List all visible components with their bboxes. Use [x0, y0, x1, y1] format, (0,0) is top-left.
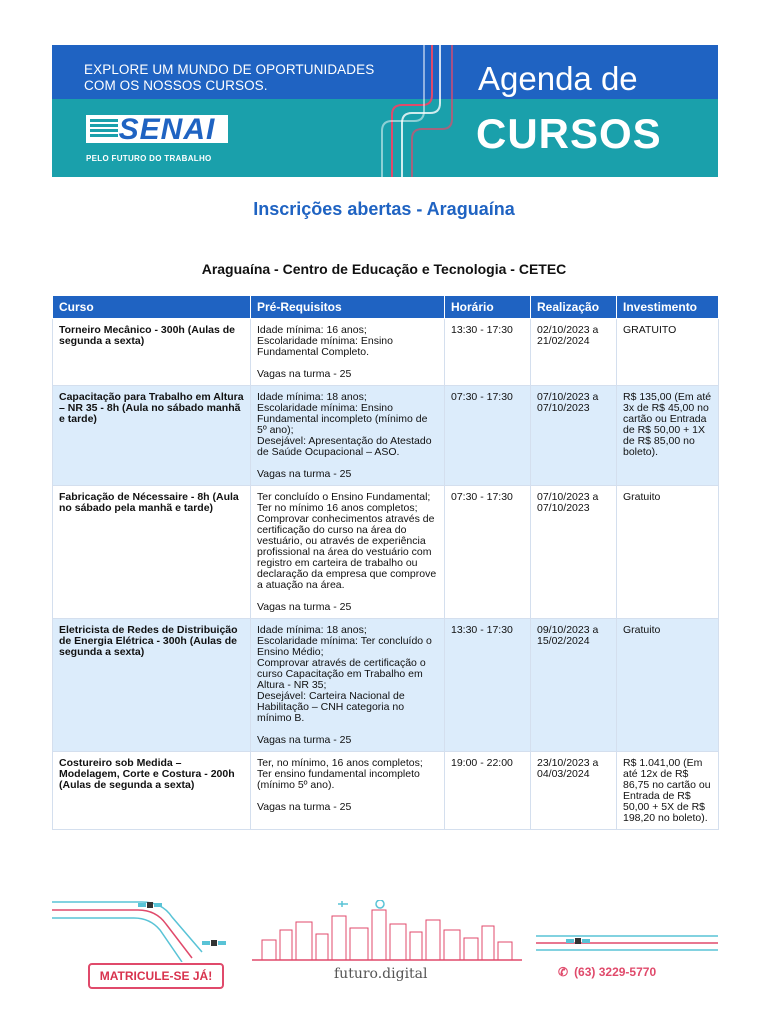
headline-agenda: Agenda de [478, 60, 638, 97]
matricule-button[interactable]: MATRICULE-SE JÁ! [88, 963, 224, 989]
cell-realizacao: 07/10/2023 a 07/10/2023 [531, 486, 617, 619]
cell-horario: 13:30 - 17:30 [445, 319, 531, 386]
cell-horario: 07:30 - 17:30 [445, 386, 531, 486]
column-header-requisitos: Pré-Requisitos [251, 296, 445, 319]
cell-horario: 19:00 - 22:00 [445, 752, 531, 830]
column-header-horario: Horário [445, 296, 531, 319]
senai-logo [86, 113, 228, 146]
cell-investimento: GRATUITO [617, 319, 719, 386]
cell-horario: 07:30 - 17:30 [445, 486, 531, 619]
requirement-line: Desejável: Carteira Nacional de Habilitação – CNH categoria no mínimo B. [257, 690, 405, 724]
satellite-icon-3 [566, 932, 590, 950]
table-row [53, 619, 719, 752]
vagas-text: Vagas na turma - 25 [257, 468, 352, 480]
satellite-icon-2 [202, 934, 226, 952]
table-row [53, 319, 719, 386]
requirement-line: Ter concluído o Ensino Fundamental; Ter no mínimo 16 anos completos; Comprovar conhecimentos através de certificação do curso na área do vestuário, ou através de experiência profissional na área do vestuário com registro em carteira de trabalho ou declaração da empresa que comprove a atuação na área. [257, 491, 437, 591]
requirement-line: Escolaridade mínima: Ensino Fundamental incompleto (mínimo de 5º ano); [257, 402, 428, 436]
requirement-line: Escolaridade mínima: Ensino Fundamental Completo. [257, 335, 393, 358]
column-header-curso: Curso [53, 296, 251, 319]
cell-requisitos [251, 619, 445, 752]
requirement-line: Ter, no mínimo, 16 anos completos; [257, 757, 423, 769]
tagline-line-1: EXPLORE UM MUNDO DE OPORTUNIDADES [84, 62, 375, 77]
requirement-line: Idade mínima: 16 anos; [257, 324, 367, 336]
requirement-line: Desejável: Apresentação do Atestado de Saúde Ocupacional – ASO. [257, 435, 432, 458]
cell-realizacao: 23/10/2023 a 04/03/2024 [531, 752, 617, 830]
cell-realizacao: 09/10/2023 a 15/02/2024 [531, 619, 617, 752]
cell-investimento: Gratuito [617, 486, 719, 619]
table-row [53, 386, 719, 486]
courses-table [52, 295, 719, 830]
requirement-line: Idade mínima: 18 anos; [257, 391, 367, 403]
vagas-text: Vagas na turma - 25 [257, 368, 352, 380]
tagline-line-2: COM OS NOSSOS CURSOS. [84, 78, 268, 93]
satellite-icon [138, 896, 162, 914]
cell-realizacao: 02/10/2023 a 21/02/2024 [531, 319, 617, 386]
column-header-investimento: Investimento [617, 296, 719, 319]
requirement-line: Escolaridade mínima: Ter concluído o Ensino Médio; [257, 635, 432, 658]
vagas-text: Vagas na turma - 25 [257, 734, 352, 746]
cell-investimento: R$ 1.041,00 (Em até 12x de R$ 86,75 no cartão ou Entrada de R$ 50,00 + 5X de R$ 198,20 no boleto). [617, 752, 719, 830]
circuit-lines-decoration [352, 45, 462, 177]
table-header-row [53, 296, 719, 319]
requirement-line: Idade mínima: 18 anos; [257, 624, 367, 636]
requirement-line: Comprovar através de certificação o curso Capacitação em Trabalho em Altura - NR 35; [257, 657, 426, 691]
city-skyline-icon [252, 900, 522, 962]
requirement-line: Ter ensino fundamental incompleto (mínimo 5º ano). [257, 768, 420, 791]
phone-icon: ✆ [558, 965, 569, 979]
cell-curso: Eletricista de Redes de Distribuição de Energia Elétrica - 300h (Aulas de segunda a sexta) [53, 619, 251, 752]
column-header-realizacao: Realização [531, 296, 617, 319]
phone-number: (63) 3229-5770 [574, 965, 657, 979]
header-banner [52, 45, 718, 177]
cell-curso: Fabricação de Nécessaire - 8h (Aula no sábado pela manhã e tarde) [53, 486, 251, 619]
cell-requisitos [251, 319, 445, 386]
cell-requisitos [251, 486, 445, 619]
cell-horario: 13:30 - 17:30 [445, 619, 531, 752]
page-title: Inscrições abertas - Araguaína [253, 199, 515, 219]
phone-contact[interactable] [558, 965, 656, 979]
cell-curso: Capacitação para Trabalho em Altura – NR 35 - 8h (Aula no sábado manhã e tarde) [53, 386, 251, 486]
cell-investimento: Gratuito [617, 619, 719, 752]
vagas-text: Vagas na turma - 25 [257, 801, 352, 813]
cell-realizacao: 07/10/2023 a 07/10/2023 [531, 386, 617, 486]
logo-text: SENAI [118, 113, 216, 146]
futuro-digital-brand: futuro.digital [334, 966, 428, 982]
cell-investimento: R$ 135,00 (Em até 3x de R$ 45,00 no cartão ou Entrada de R$ 50,00 + 1X de R$ 85,00 no boleto). [617, 386, 719, 486]
cell-requisitos [251, 386, 445, 486]
table-row [53, 486, 719, 619]
logo-subtitle: PELO FUTURO DO TRABALHO [86, 154, 212, 163]
footer [52, 892, 718, 992]
cell-curso: Torneiro Mecânico - 300h (Aulas de segunda a sexta) [53, 319, 251, 386]
banner-tagline [84, 62, 374, 94]
cell-requisitos [251, 752, 445, 830]
satellite-lines-right [536, 930, 718, 960]
page-subtitle: Araguaína - Centro de Educação e Tecnologia - CETEC [201, 261, 567, 277]
table-row [53, 752, 719, 830]
vagas-text: Vagas na turma - 25 [257, 601, 352, 613]
cell-curso: Costureiro sob Medida – Modelagem, Corte e Costura - 200h (Aulas de segunda a sexta) [53, 752, 251, 830]
headline-cursos: CURSOS [476, 110, 662, 157]
